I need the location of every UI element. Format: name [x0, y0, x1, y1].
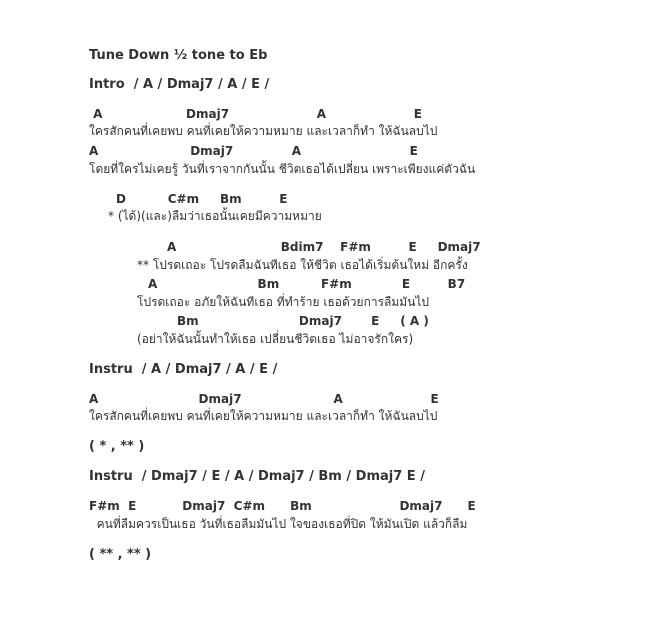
- repeat-marker-1: ( * , ** ): [89, 439, 145, 454]
- bridge-lyric: คนที่ลืมควรเป็นเธอ วันที่เธอลืมมันไป ใจของเธอที่ปิด ให้มันเปิด แล้วก็ลืม: [89, 517, 468, 531]
- intro-line: Intro / A / Dmaj7 / A / E /: [89, 77, 270, 92]
- bridge-chords: F#m E Dmaj7 C#m Bm Dmaj7 E: [89, 499, 476, 513]
- instru-line-1: Instru / A / Dmaj7 / A / E /: [89, 362, 278, 377]
- verse1-lyric-2: โดยที่ใครไม่เคยรู้ วันที่เราจากกันนั้น ชีวิตเธอได้เปลี่ยน เพราะเพียงแค่ตัวฉัน: [89, 162, 476, 176]
- verse1-lyric-3: * (ได้)(และ)ลืมว่าเธอนั้นเคยมีความหมาย: [108, 209, 322, 223]
- verse1-chords-2: A Dmaj7 A E: [89, 144, 418, 158]
- instru-line-2: Instru / Dmaj7 / E / A / Dmaj7 / Bm / Dmaj7 E /: [89, 469, 425, 484]
- tuning-title: Tune Down ½ tone to Eb: [89, 48, 268, 63]
- chorus-lyric-2: โปรดเถอะ อภัยให้ฉันทีเธอ ที่ทำร้าย เธอด้วยการลืมมันไป: [137, 295, 430, 309]
- chorus-chords-3: Bm Dmaj7 E ( A ): [177, 314, 429, 328]
- repeat-marker-2: ( ** , ** ): [89, 547, 152, 562]
- chorus-lyric-1: ** โปรดเถอะ โปรดลืมฉันทีเธอ ให้ชีวิต เธอได้เริ่มต้นใหม่ อีกครั้ง: [137, 258, 468, 272]
- verse1-chords-1: A Dmaj7 A E: [89, 107, 422, 121]
- verse2-chords: A Dmaj7 A E: [89, 392, 439, 406]
- chorus-chords-1: A Bdim7 F#m E Dmaj7: [167, 240, 481, 254]
- verse1-chords-3: D C#m Bm E: [116, 192, 288, 206]
- chorus-chords-2: A Bm F#m E B7: [148, 277, 466, 291]
- verse1-lyric-1: ใครสักคนที่เคยพบ คนที่เคยให้ความหมาย และเวลาก็ทำ ให้ฉันลบไป: [89, 124, 438, 138]
- chorus-lyric-3: (อย่าให้ฉันนั้นทำให้เธอ เปลี่ยนชีวิตเธอ ไม่อาจรักใคร): [137, 332, 414, 346]
- verse2-lyric: ใครสักคนที่เคยพบ คนที่เคยให้ความหมาย และเวลาก็ทำ ให้ฉันลบไป: [89, 409, 438, 423]
